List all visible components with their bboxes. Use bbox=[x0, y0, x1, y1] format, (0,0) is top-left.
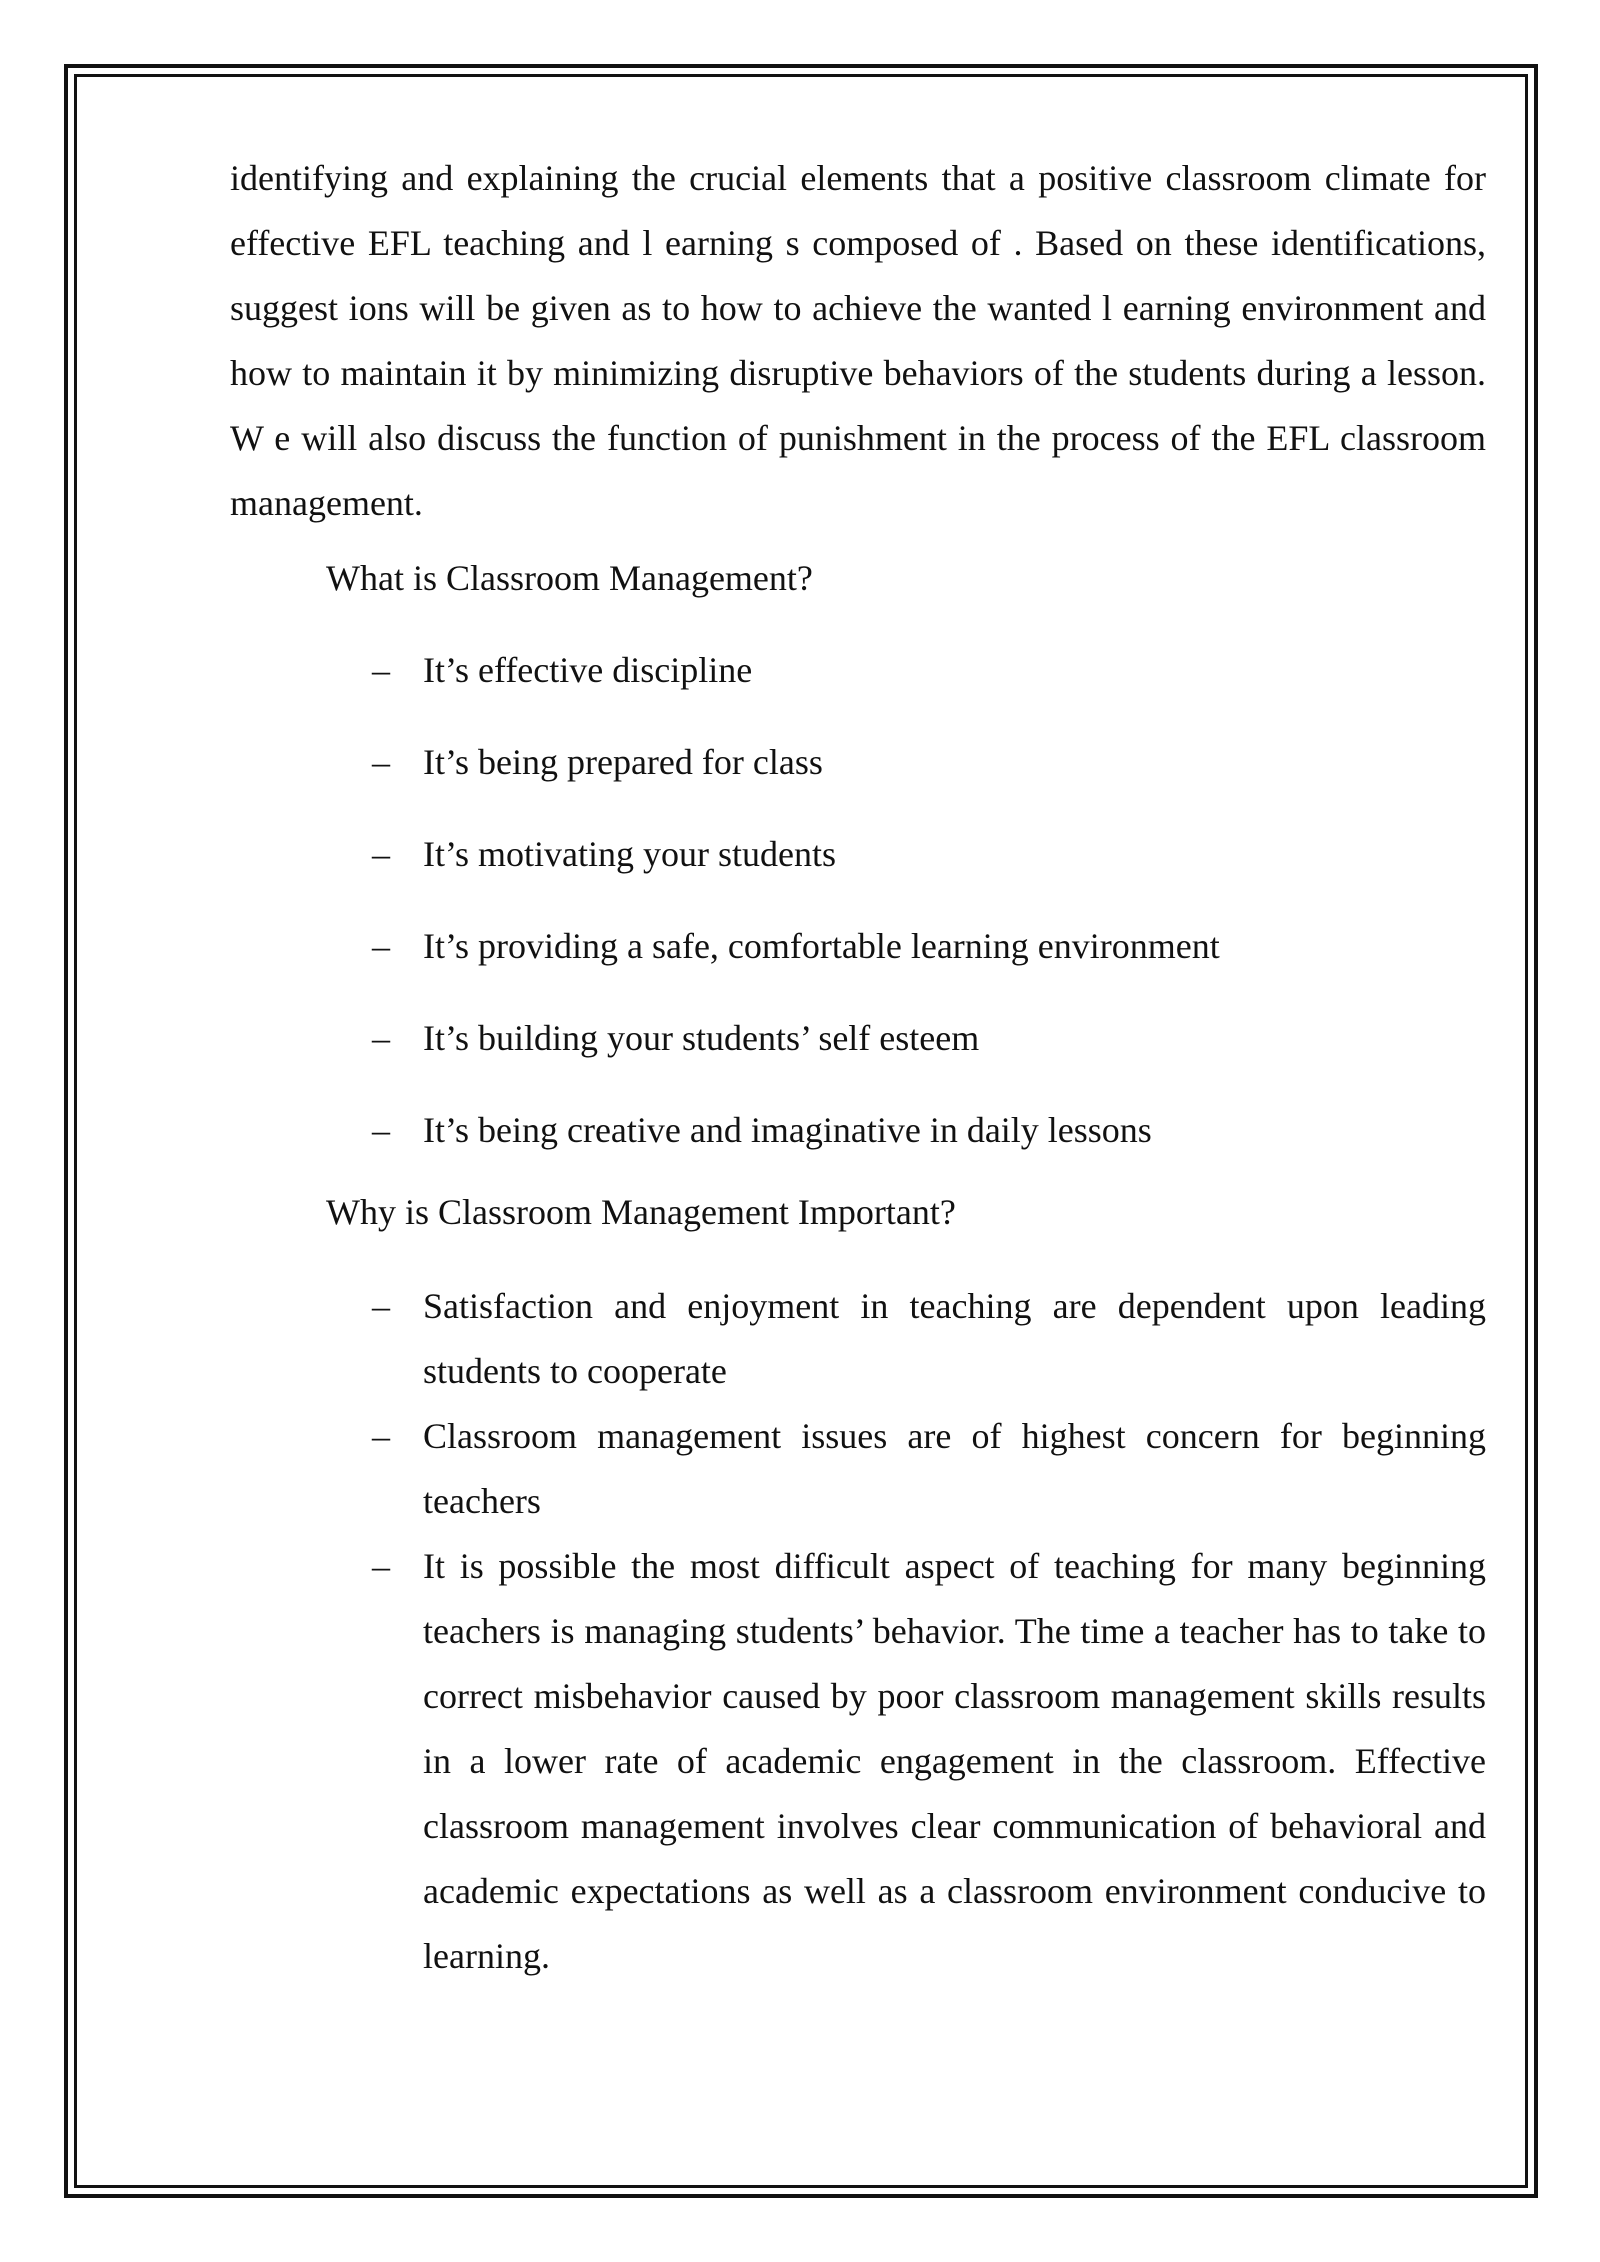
list-item-text: It’s being creative and imaginative in daily lessons bbox=[423, 1110, 1152, 1150]
what-list bbox=[230, 648, 1486, 1152]
dash-bullet: – bbox=[372, 1416, 390, 1456]
list-item bbox=[230, 832, 1486, 876]
page-content bbox=[230, 146, 1486, 1989]
intro-paragraph: identifying and explaining the crucial elements that a positive classroom climate for effective EFL teaching and l earning s composed of . Based on these identifications, suggest ions will be given as to how to achieve the wanted l earning environment and how to maintain it by minimizing disruptive behaviors of the students during a lesson. W e will also discuss the function of punishment in the process of the EFL classroom management. bbox=[230, 158, 1486, 523]
dash-bullet: – bbox=[372, 1286, 390, 1326]
list-item-text: It’s being prepared for class bbox=[423, 742, 823, 782]
list-item bbox=[230, 1016, 1486, 1060]
list-item-text: It’s motivating your students bbox=[423, 834, 836, 874]
dash-bullet: – bbox=[372, 650, 390, 690]
list-item bbox=[230, 1404, 1486, 1534]
dash-bullet: – bbox=[372, 926, 390, 966]
list-item bbox=[230, 924, 1486, 968]
heading-what-is-classroom-management: What is Classroom Management? bbox=[326, 558, 813, 598]
list-item-text: It’s building your students’ self esteem bbox=[423, 1018, 980, 1058]
list-item-text: It is possible the most difficult aspect of teaching for many beginning teachers is managing students’ behavior. The time a teacher has to take to correct misbehavior caused by poor classroom management skills results in a lower rate of academic engagement in the classroom. Effective classroom management involves clear communication of behavioral and academic expectations as well as a classroom environment conducive to learning. bbox=[423, 1546, 1486, 1976]
list-item-text: It’s effective discipline bbox=[423, 650, 753, 690]
list-item bbox=[230, 1534, 1486, 1989]
list-item-text: It’s providing a safe, comfortable learning environment bbox=[423, 926, 1220, 966]
list-item bbox=[230, 740, 1486, 784]
dash-bullet: – bbox=[372, 742, 390, 782]
dash-bullet: – bbox=[372, 834, 390, 874]
why-list bbox=[230, 1274, 1486, 1989]
dash-bullet: – bbox=[372, 1546, 390, 1586]
list-item bbox=[230, 1274, 1486, 1404]
dash-bullet: – bbox=[372, 1110, 390, 1150]
list-item-text: Satisfaction and enjoyment in teaching are dependent upon leading students to cooperate bbox=[423, 1286, 1486, 1391]
list-item bbox=[230, 648, 1486, 692]
list-item bbox=[230, 1108, 1486, 1152]
heading-why-classroom-management-important: Why is Classroom Management Important? bbox=[326, 1192, 956, 1232]
dash-bullet: – bbox=[372, 1018, 390, 1058]
list-item-text: Classroom management issues are of highest concern for beginning teachers bbox=[423, 1416, 1486, 1521]
